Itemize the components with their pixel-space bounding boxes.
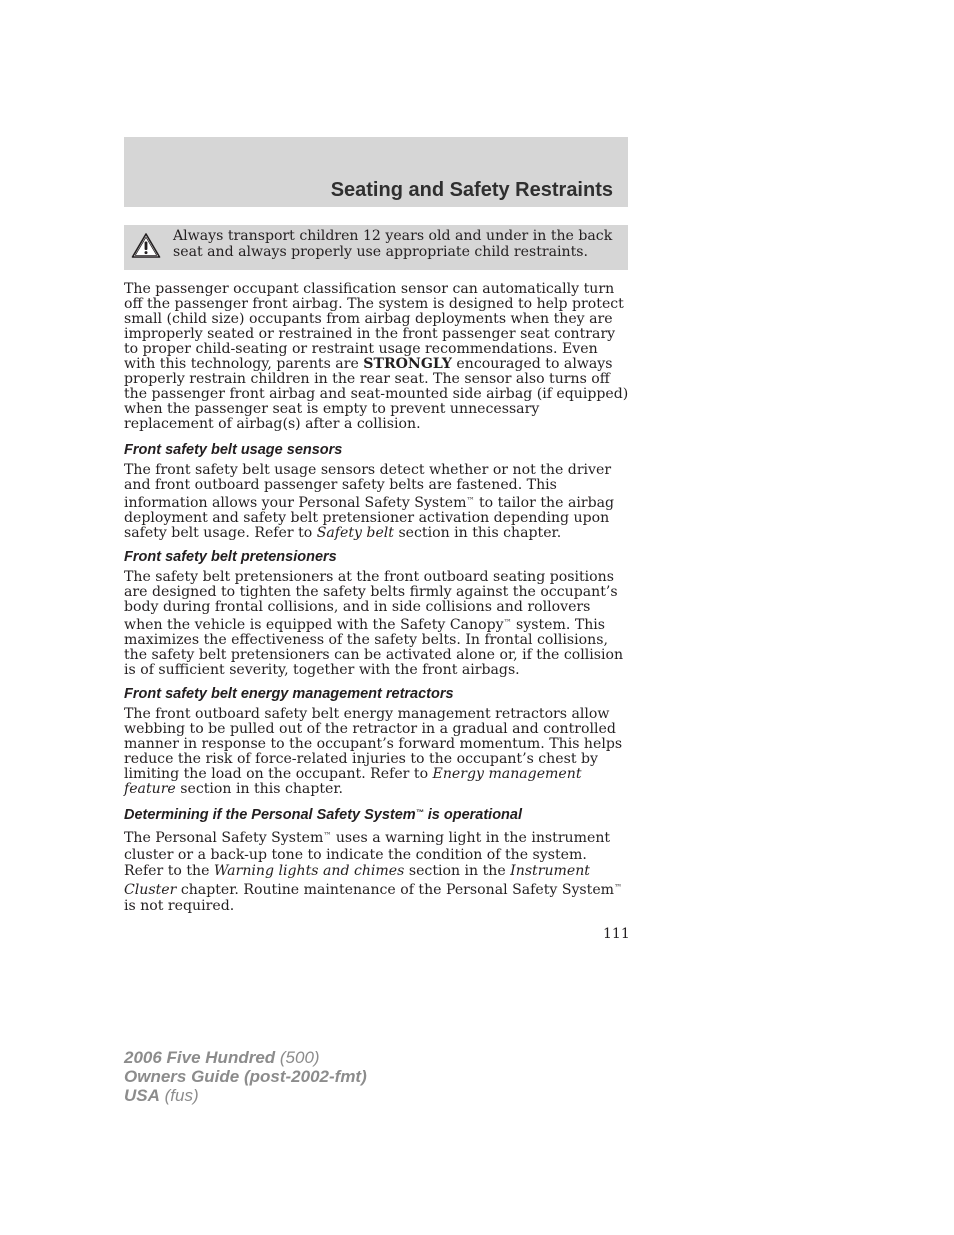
intro-text-1: The passenger occupant classification sensor can automatically turn off the passenger front airbag. The system is designed to help protect small (child size) occupants from airbag deployments when they are improperly seated or restrained in the front passenger seat contrary to proper child-seating or restraint usage recommendations. Even with this technology, parents are [124,281,624,372]
footer-guide: Owners Guide (post-2002-fmt) [124,1067,367,1086]
warning-triangle-icon [131,232,161,259]
footer-model-code: (500) [275,1048,320,1067]
trademark-mark: ™ [415,808,424,817]
page-content [124,282,629,915]
instrument-cluster-reference: Instrument Cluster [124,863,590,898]
operational-text-5: is not required. [124,898,235,914]
usage-sensors-reference: Safety belt [316,525,394,541]
pretensioners-paragraph [124,570,629,678]
trademark-mark: ™ [614,882,623,892]
retractors-reference: Energy management feature [124,766,582,797]
operational-heading-text-2: is operational [423,807,523,823]
operational-paragraph [124,828,629,915]
usage-sensors-text-1: The front safety belt usage sensors detect whether or not the driver and front outboard passenger safety belts are fastened. This information allows your Personal Safety System [124,462,612,511]
footer-model: 2006 Five Hundred [124,1048,276,1067]
trademark-mark: ™ [323,831,332,840]
footer-market: USA [124,1086,160,1105]
usage-sensors-text-2: to tailor the airbag deployment and safety belt pretensioner activation depending upon safety belt usage. Refer to [124,495,615,541]
pretensioners-text-2: system. This maximizes the effectiveness of the safety belts. In frontal collisions, the safety belt pretensioners can be activated alone or, if the collision is of sufficient severity, together with the front airbags. [124,617,624,678]
warning-text: Always transport children 12 years old and under in the back seat and always properly use appropriate child restraints. [173,228,613,260]
retractors-heading: Front safety belt energy management retractors [124,686,454,702]
intro-text-2: encouraged to always properly restrain children in the rear seat. The sensor also turns off the passenger front airbag and seat-mounted side airbag (if equipped) when the passenger seat is empty to prevent unnecessary replacement of airbag(s) after a collision. [124,356,629,432]
operational-text-4: chapter. Routine maintenance of the Personal Safety System [176,881,615,898]
operational-heading [124,804,629,824]
footer-line-guide [124,1067,367,1086]
usage-sensors-heading: Front safety belt usage sensors [124,442,343,458]
usage-sensors-text-3: section in this chapter. [393,525,562,541]
usage-sensors-paragraph [124,463,629,541]
operational-heading-text-1: Determining if the Personal Safety System [124,807,416,823]
warning-box [124,225,628,270]
retractors-paragraph [124,707,629,797]
operational-text-2: uses a warning light in the instrument cluster or a back-up tone to indicate the condition of the system. Refer to the [124,830,611,879]
footer-line-market [124,1086,367,1105]
trademark-mark: ™ [466,496,475,505]
page-number: 111 [603,926,630,942]
operational-text-3: section in the [404,863,511,879]
pretensioners-text-1: The safety belt pretensioners at the front outboard seating positions are designed to tighten the safety belts firmly against the occupant’s body during frontal collisions, and in side collisions and rollovers when the vehicle is equipped with the Safety Canopy [124,569,618,633]
retractors-text-1: The front outboard safety belt energy management retractors allow webbing to be pulled out of the retractor in a gradual and controlled manner in response to the occupant’s forward momentum. This helps reduce the risk of force-related injuries to the occupant’s chest by limiting the load on the occupant. Refer to [124,706,623,782]
warning-lights-reference: Warning lights and chimes [213,863,405,879]
intro-paragraph [124,282,629,432]
retractors-text-2: section in this chapter. [175,781,344,797]
intro-emphasis: STRONGLY [363,356,452,372]
header-band [124,137,628,207]
operational-text-1: The Personal Safety System [124,830,324,846]
footer-line-model [124,1048,367,1067]
document-footer [124,1048,367,1105]
trademark-mark: ™ [503,618,512,627]
pretensioners-heading: Front safety belt pretensioners [124,549,337,565]
footer-market-code: (fus) [159,1086,199,1105]
section-title: Seating and Safety Restraints [330,179,613,201]
